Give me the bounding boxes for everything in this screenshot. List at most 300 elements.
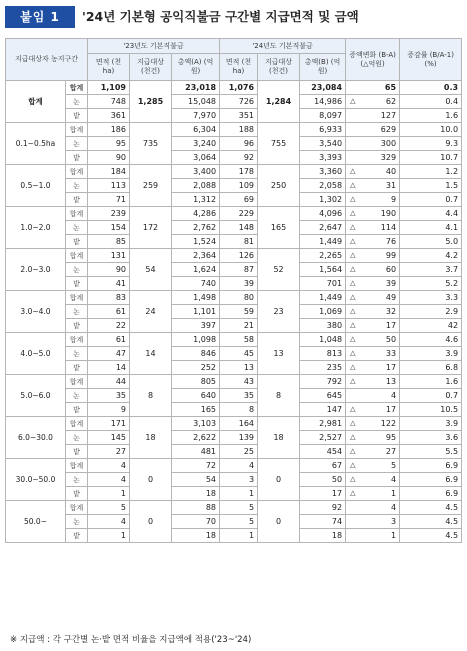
- amount-2024-cell: 2,527: [300, 431, 346, 445]
- amount-2023-cell: 3,103: [172, 417, 220, 431]
- region-cell: 1.0~2.0: [6, 207, 66, 249]
- change-cell: [346, 487, 400, 501]
- change-cell: [346, 95, 400, 109]
- amount-2023-cell: 1,498: [172, 291, 220, 305]
- amount-2024-cell: 1,048: [300, 333, 346, 347]
- decrease-marker: △: [350, 419, 356, 427]
- area-2024-cell: 126: [220, 249, 258, 263]
- area-2024-cell: 109: [220, 179, 258, 193]
- area-2024-cell: 726: [220, 95, 258, 109]
- table-row: [6, 81, 462, 95]
- amount-2023-cell: 846: [172, 347, 220, 361]
- land-type-cell: 밭: [66, 487, 88, 501]
- table-header: [6, 39, 462, 81]
- decrease-marker: △: [350, 167, 356, 175]
- area-2024-cell: 58: [220, 333, 258, 347]
- amount-2023-cell: 4,286: [172, 207, 220, 221]
- table-body: [6, 81, 462, 543]
- area-2024-cell: 8: [220, 403, 258, 417]
- change-cell: [346, 473, 400, 487]
- change-value: 4: [390, 502, 397, 512]
- amount-2023-cell: 481: [172, 445, 220, 459]
- change-cell: [346, 529, 400, 543]
- change-cell: [346, 137, 400, 151]
- farms-2024-cell: 0: [258, 501, 300, 543]
- table-row: [6, 347, 462, 361]
- amount-2023-cell: 88: [172, 501, 220, 515]
- area-2023-cell: 47: [88, 347, 130, 361]
- rate-cell: 4.5: [400, 501, 462, 515]
- land-type-cell: 합계: [66, 501, 88, 515]
- area-2023-cell: 4: [88, 459, 130, 473]
- area-2024-cell: 35: [220, 389, 258, 403]
- amount-2023-cell: 3,064: [172, 151, 220, 165]
- amount-2024-cell: 792: [300, 375, 346, 389]
- amount-2023-cell: 740: [172, 277, 220, 291]
- change-value: 33: [385, 348, 397, 358]
- table-row: [6, 389, 462, 403]
- farms-2023-cell: 54: [130, 249, 172, 291]
- rate-cell: 1.6: [400, 375, 462, 389]
- area-2023-cell: 35: [88, 389, 130, 403]
- area-2024-cell: 1: [220, 487, 258, 501]
- amount-2024-cell: 235: [300, 361, 346, 375]
- land-type-cell: 합계: [66, 417, 88, 431]
- amount-2023-cell: 3,400: [172, 165, 220, 179]
- rate-cell: 6.9: [400, 459, 462, 473]
- rate-cell: 2.9: [400, 305, 462, 319]
- decrease-marker: △: [350, 265, 356, 273]
- amount-2023-cell: 6,304: [172, 123, 220, 137]
- area-2023-cell: 4: [88, 515, 130, 529]
- area-2023-cell: 171: [88, 417, 130, 431]
- farms-2024-cell: 23: [258, 291, 300, 333]
- change-cell: [346, 277, 400, 291]
- land-type-cell: 밭: [66, 445, 88, 459]
- rate-cell: 4.5: [400, 515, 462, 529]
- amount-2024-cell: 1,449: [300, 235, 346, 249]
- change-cell: [346, 151, 400, 165]
- region-cell: 5.0~6.0: [6, 375, 66, 417]
- decrease-marker: △: [350, 377, 356, 385]
- change-value: 32: [385, 306, 397, 316]
- table-row: [6, 431, 462, 445]
- area-2023-cell: 154: [88, 221, 130, 235]
- amount-2024-cell: 1,069: [300, 305, 346, 319]
- area-2024-cell: 43: [220, 375, 258, 389]
- amount-2024-cell: 380: [300, 319, 346, 333]
- decrease-marker: △: [350, 475, 356, 483]
- land-type-cell: 밭: [66, 277, 88, 291]
- land-type-cell: 논: [66, 431, 88, 445]
- change-value: 17: [385, 320, 397, 330]
- change-value: 5: [390, 460, 397, 470]
- decrease-marker: △: [350, 405, 356, 413]
- amount-2023-cell: 23,018: [172, 81, 220, 95]
- change-value: 13: [385, 376, 397, 386]
- land-type-cell: 논: [66, 347, 88, 361]
- amount-2023-cell: 7,970: [172, 109, 220, 123]
- rate-cell: 4.4: [400, 207, 462, 221]
- decrease-marker: △: [350, 349, 356, 357]
- change-value: 76: [385, 236, 397, 246]
- farms-2023-cell: 0: [130, 501, 172, 543]
- table-row: [6, 165, 462, 179]
- farms-2024-cell: 52: [258, 249, 300, 291]
- change-cell: [346, 193, 400, 207]
- land-type-cell: 합계: [66, 81, 88, 95]
- farms-2024-cell: 165: [258, 207, 300, 249]
- change-value: 60: [385, 264, 397, 274]
- amount-2023-cell: 70: [172, 515, 220, 529]
- area-2023-cell: 90: [88, 263, 130, 277]
- decrease-marker: △: [350, 251, 356, 259]
- amount-2023-cell: 2,088: [172, 179, 220, 193]
- region-cell: 0.1~0.5ha: [6, 123, 66, 165]
- area-2024-cell: 4: [220, 459, 258, 473]
- header-area-2023: 면적 (천ha): [88, 54, 130, 81]
- rate-cell: 3.3: [400, 291, 462, 305]
- change-value: 65: [384, 82, 397, 92]
- area-2023-cell: 184: [88, 165, 130, 179]
- amount-2023-cell: 2,622: [172, 431, 220, 445]
- area-2024-cell: 351: [220, 109, 258, 123]
- amount-2024-cell: 92: [300, 501, 346, 515]
- amount-2023-cell: 72: [172, 459, 220, 473]
- land-type-cell: 밭: [66, 151, 88, 165]
- farms-2023-cell: 259: [130, 165, 172, 207]
- header-2023-group: '23년도 기본직불금: [88, 39, 220, 54]
- area-2024-cell: 3: [220, 473, 258, 487]
- change-value: 40: [385, 166, 397, 176]
- rate-cell: 9.3: [400, 137, 462, 151]
- table-row: [6, 445, 462, 459]
- rate-cell: 1.2: [400, 165, 462, 179]
- amount-2024-cell: 17: [300, 487, 346, 501]
- amount-2024-cell: 50: [300, 473, 346, 487]
- footnote: ※ 지급액 : 각 구간별 논·밭 면적 비율을 지급액에 적용('23~'24): [10, 635, 252, 645]
- change-cell: [346, 431, 400, 445]
- change-value: 114: [380, 222, 397, 232]
- amount-2024-cell: 2,265: [300, 249, 346, 263]
- area-2024-cell: 1,076: [220, 81, 258, 95]
- table-row: [6, 375, 462, 389]
- amount-2024-cell: 8,097: [300, 109, 346, 123]
- change-cell: [346, 375, 400, 389]
- table-row: [6, 417, 462, 431]
- area-2023-cell: 748: [88, 95, 130, 109]
- table-row: [6, 291, 462, 305]
- change-value: 4: [390, 474, 397, 484]
- amount-2024-cell: 3,360: [300, 165, 346, 179]
- rate-cell: 10.5: [400, 403, 462, 417]
- region-cell: 50.0~: [6, 501, 66, 543]
- farms-2024-cell: 755: [258, 123, 300, 165]
- amount-2023-cell: 18: [172, 487, 220, 501]
- change-cell: [346, 291, 400, 305]
- amount-2024-cell: 454: [300, 445, 346, 459]
- area-2023-cell: 361: [88, 109, 130, 123]
- land-type-cell: 논: [66, 515, 88, 529]
- change-value: 17: [385, 404, 397, 414]
- change-value: 1: [390, 488, 397, 498]
- change-value: 629: [380, 124, 397, 134]
- area-2024-cell: 164: [220, 417, 258, 431]
- area-2024-cell: 45: [220, 347, 258, 361]
- table-row: [6, 235, 462, 249]
- area-2024-cell: 69: [220, 193, 258, 207]
- farms-2024-cell: 18: [258, 417, 300, 459]
- change-cell: [346, 347, 400, 361]
- change-cell: [346, 81, 400, 95]
- rate-cell: 10.7: [400, 151, 462, 165]
- decrease-marker: △: [350, 293, 356, 301]
- area-2023-cell: 1: [88, 487, 130, 501]
- decrease-marker: △: [350, 363, 356, 371]
- decrease-marker: △: [350, 307, 356, 315]
- land-type-cell: 논: [66, 179, 88, 193]
- change-cell: [346, 515, 400, 529]
- rate-cell: 6.9: [400, 487, 462, 501]
- rate-cell: 3.7: [400, 263, 462, 277]
- header-amount-2023: 총액(A) (억원): [172, 54, 220, 81]
- rate-cell: 5.5: [400, 445, 462, 459]
- rate-cell: 3.9: [400, 417, 462, 431]
- change-value: 127: [380, 110, 397, 120]
- amount-2023-cell: 2,762: [172, 221, 220, 235]
- change-cell: [346, 165, 400, 179]
- table-row: [6, 193, 462, 207]
- attachment-badge: 붙임 1: [5, 6, 75, 28]
- area-2024-cell: 13: [220, 361, 258, 375]
- table-row: [6, 207, 462, 221]
- area-2023-cell: 131: [88, 249, 130, 263]
- amount-2024-cell: 4,096: [300, 207, 346, 221]
- table-row: [6, 95, 462, 109]
- table-row: [6, 179, 462, 193]
- farms-2023-cell: 172: [130, 207, 172, 249]
- land-type-cell: 합계: [66, 333, 88, 347]
- amount-2023-cell: 805: [172, 375, 220, 389]
- farms-2023-cell: 0: [130, 459, 172, 501]
- table-row: [6, 459, 462, 473]
- change-cell: [346, 305, 400, 319]
- change-cell: [346, 179, 400, 193]
- region-cell: 0.5~1.0: [6, 165, 66, 207]
- amount-2023-cell: 252: [172, 361, 220, 375]
- area-2024-cell: 92: [220, 151, 258, 165]
- header-farms-2024: 지급대상 (천건): [258, 54, 300, 81]
- area-2024-cell: 229: [220, 207, 258, 221]
- area-2024-cell: 87: [220, 263, 258, 277]
- area-2023-cell: 27: [88, 445, 130, 459]
- table-row: [6, 361, 462, 375]
- header-amount-2024: 총액(B) (억원): [300, 54, 346, 81]
- amount-2023-cell: 1,524: [172, 235, 220, 249]
- rate-cell: 4.2: [400, 249, 462, 263]
- change-cell: [346, 235, 400, 249]
- area-2023-cell: 239: [88, 207, 130, 221]
- table-row: [6, 501, 462, 515]
- land-type-cell: 합계: [66, 165, 88, 179]
- rate-cell: 0.7: [400, 193, 462, 207]
- amount-2024-cell: 67: [300, 459, 346, 473]
- area-2023-cell: 83: [88, 291, 130, 305]
- area-2024-cell: 148: [220, 221, 258, 235]
- farms-2024-cell: 13: [258, 333, 300, 375]
- rate-cell: 5.0: [400, 235, 462, 249]
- amount-2024-cell: 2,647: [300, 221, 346, 235]
- table-row: [6, 151, 462, 165]
- area-2023-cell: 95: [88, 137, 130, 151]
- farms-2024-cell: 0: [258, 459, 300, 501]
- amount-2023-cell: 3,240: [172, 137, 220, 151]
- decrease-marker: △: [350, 433, 356, 441]
- land-type-cell: 논: [66, 263, 88, 277]
- area-2023-cell: 90: [88, 151, 130, 165]
- payment-table: [5, 38, 462, 543]
- farms-2023-cell: 18: [130, 417, 172, 459]
- land-type-cell: 합계: [66, 459, 88, 473]
- amount-2023-cell: 1,312: [172, 193, 220, 207]
- header-region: 지급대상자 농지구간: [6, 39, 88, 81]
- change-cell: [346, 221, 400, 235]
- area-2023-cell: 61: [88, 305, 130, 319]
- change-value: 27: [385, 446, 397, 456]
- change-value: 50: [385, 334, 397, 344]
- area-2023-cell: 186: [88, 123, 130, 137]
- land-type-cell: 논: [66, 305, 88, 319]
- rate-cell: 4.6: [400, 333, 462, 347]
- rate-cell: 6.8: [400, 361, 462, 375]
- area-2024-cell: 1: [220, 529, 258, 543]
- decrease-marker: △: [350, 209, 356, 217]
- farms-2023-cell: 8: [130, 375, 172, 417]
- page-title: '24년 기본형 공익직불금 구간별 지급면적 및 금액: [82, 9, 359, 24]
- farms-2024-cell: 1,284: [258, 81, 300, 123]
- amount-2023-cell: 1,098: [172, 333, 220, 347]
- land-type-cell: 합계: [66, 375, 88, 389]
- change-value: 95: [385, 432, 397, 442]
- decrease-marker: △: [350, 181, 356, 189]
- decrease-marker: △: [350, 97, 356, 105]
- table-row: [6, 529, 462, 543]
- change-cell: [346, 361, 400, 375]
- amount-2023-cell: 1,101: [172, 305, 220, 319]
- change-cell: [346, 109, 400, 123]
- area-2024-cell: 39: [220, 277, 258, 291]
- area-2023-cell: 5: [88, 501, 130, 515]
- rate-cell: 10.0: [400, 123, 462, 137]
- land-type-cell: 합계: [66, 249, 88, 263]
- land-type-cell: 합계: [66, 291, 88, 305]
- table-row: [6, 221, 462, 235]
- amount-2024-cell: 74: [300, 515, 346, 529]
- table-row: [6, 263, 462, 277]
- amount-2024-cell: 1,449: [300, 291, 346, 305]
- land-type-cell: 밭: [66, 403, 88, 417]
- table-row: [6, 333, 462, 347]
- land-type-cell: 논: [66, 137, 88, 151]
- decrease-marker: △: [350, 489, 356, 497]
- land-type-cell: 논: [66, 389, 88, 403]
- area-2024-cell: 178: [220, 165, 258, 179]
- change-cell: [346, 123, 400, 137]
- change-value: 39: [385, 278, 397, 288]
- change-cell: [346, 389, 400, 403]
- area-2023-cell: 85: [88, 235, 130, 249]
- table-row: [6, 277, 462, 291]
- decrease-marker: △: [350, 461, 356, 469]
- change-value: 190: [380, 208, 397, 218]
- table-row: [6, 515, 462, 529]
- area-2023-cell: 9: [88, 403, 130, 417]
- decrease-marker: △: [350, 335, 356, 343]
- area-2023-cell: 14: [88, 361, 130, 375]
- change-value: 31: [385, 180, 397, 190]
- decrease-marker: △: [350, 237, 356, 245]
- land-type-cell: 밭: [66, 529, 88, 543]
- area-2024-cell: 25: [220, 445, 258, 459]
- change-value: 329: [380, 152, 397, 162]
- amount-2024-cell: 3,393: [300, 151, 346, 165]
- table-row: [6, 403, 462, 417]
- decrease-marker: △: [350, 321, 356, 329]
- amount-2024-cell: 701: [300, 277, 346, 291]
- table-row: [6, 123, 462, 137]
- table-row: [6, 305, 462, 319]
- area-2023-cell: 71: [88, 193, 130, 207]
- change-value: 4: [390, 390, 397, 400]
- decrease-marker: △: [350, 223, 356, 231]
- rate-cell: 0.7: [400, 389, 462, 403]
- amount-2023-cell: 18: [172, 529, 220, 543]
- land-type-cell: 밭: [66, 109, 88, 123]
- decrease-marker: △: [350, 195, 356, 203]
- area-2024-cell: 5: [220, 515, 258, 529]
- amount-2024-cell: 14,986: [300, 95, 346, 109]
- amount-2024-cell: 23,084: [300, 81, 346, 95]
- farms-2023-cell: 24: [130, 291, 172, 333]
- amount-2024-cell: 813: [300, 347, 346, 361]
- decrease-marker: △: [350, 447, 356, 455]
- change-cell: [346, 501, 400, 515]
- land-type-cell: 밭: [66, 361, 88, 375]
- change-value: 17: [385, 362, 397, 372]
- area-2023-cell: 41: [88, 277, 130, 291]
- area-2023-cell: 1,109: [88, 81, 130, 95]
- amount-2024-cell: 645: [300, 389, 346, 403]
- table-row: [6, 249, 462, 263]
- rate-cell: 3.6: [400, 431, 462, 445]
- change-value: 62: [385, 96, 397, 106]
- table-row: [6, 109, 462, 123]
- area-2024-cell: 5: [220, 501, 258, 515]
- change-cell: [346, 263, 400, 277]
- area-2024-cell: 81: [220, 235, 258, 249]
- land-type-cell: 밭: [66, 193, 88, 207]
- area-2023-cell: 44: [88, 375, 130, 389]
- amount-2023-cell: 1,624: [172, 263, 220, 277]
- area-2024-cell: 59: [220, 305, 258, 319]
- change-cell: [346, 319, 400, 333]
- area-2023-cell: 145: [88, 431, 130, 445]
- amount-2024-cell: 2,058: [300, 179, 346, 193]
- area-2023-cell: 22: [88, 319, 130, 333]
- rate-cell: 42: [400, 319, 462, 333]
- land-type-cell: 합계: [66, 207, 88, 221]
- table-row: [6, 319, 462, 333]
